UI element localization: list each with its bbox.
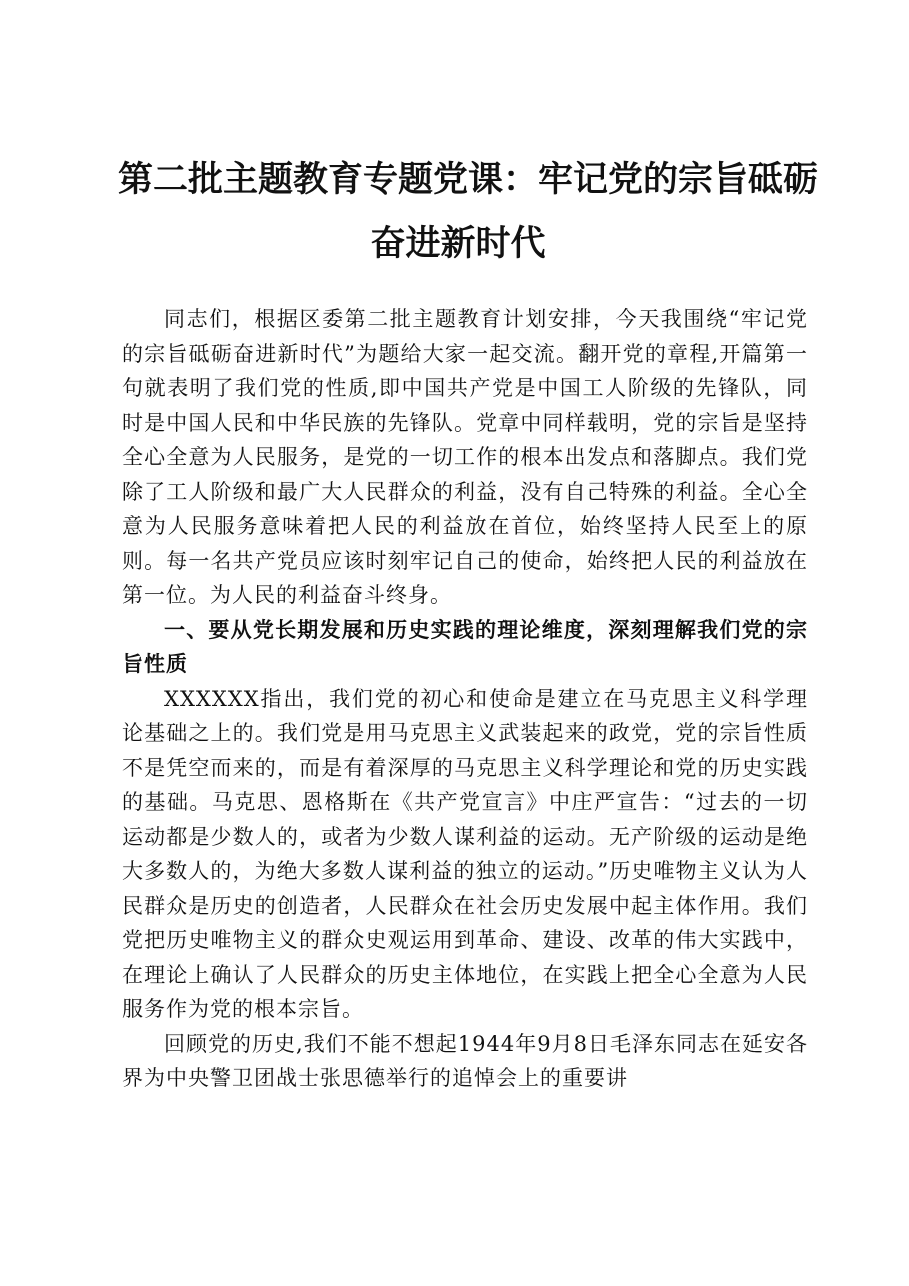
document-body [122,302,808,1096]
section-1-paragraph-1: XXXXXX指出，我们党的初心和使命是建立在马克思主义科学理论基础之上的。我们党是用马克思主义武装起来的政党，党的宗旨性质不是凭空而来的，而是有着深厚的马克思主义科学理论和党的历史实践的基础。马克思、恩格斯在《共产党宣言》中庄严宣告：“过去的一切运动都是少数人的，或者为少数人谋利益的运动。无产阶级的运动是绝大多数人的，为绝大多数人谋利益的独立的运动。”历史唯物主义认为人民群众是历史的创造者，人民群众在社会历史发展中起主体作用。我们党把历史唯物主义的群众史观运用到革命、建设、改革的伟大实践中，在理论上确认了人民群众的历史主体地位，在实践上把全心全意为人民服务作为党的根本宗旨。 [122,686,808,1021]
intro-paragraph: 同志们，根据区委第二批主题教育计划安排，今天我围绕“牢记党的宗旨砥砺奋进新时代”为题给大家一起交流。翻开党的章程,开篇第一句就表明了我们党的性质,即中国共产党是中国工人阶级的先锋队，同时是中国人民和中华民族的先锋队。党章中同样载明，党的宗旨是坚持全心全意为人民服务，是党的一切工作的根本出发点和落脚点。我们党除了工人阶级和最广大人民群众的利益，没有自己特殊的利益。全心全意为人民服务意味着把人民的利益放在首位，始终坚持人民至上的原则。每一名共产党员应该时刻牢记自己的使命，始终把人民的利益放在第一位。为人民的利益奋斗终身。 [122,307,808,607]
section-1-paragraph-2: 回顾党的历史,我们不能不想起1944年9月8日毛泽东同志在延安各界为中央警卫团战士张思德举行的追悼会上的重要讲 [122,1031,808,1090]
title-line-2: 奋进新时代 [370,223,546,264]
document-title [118,148,819,276]
title-line-1: 第二批主题教育专题党课：牢记党的宗旨砥砺 [118,159,819,200]
section-heading-1: 一、要从党长期发展和历史实践的理论维度，深刻理解我们党的宗旨性质 [122,616,808,676]
